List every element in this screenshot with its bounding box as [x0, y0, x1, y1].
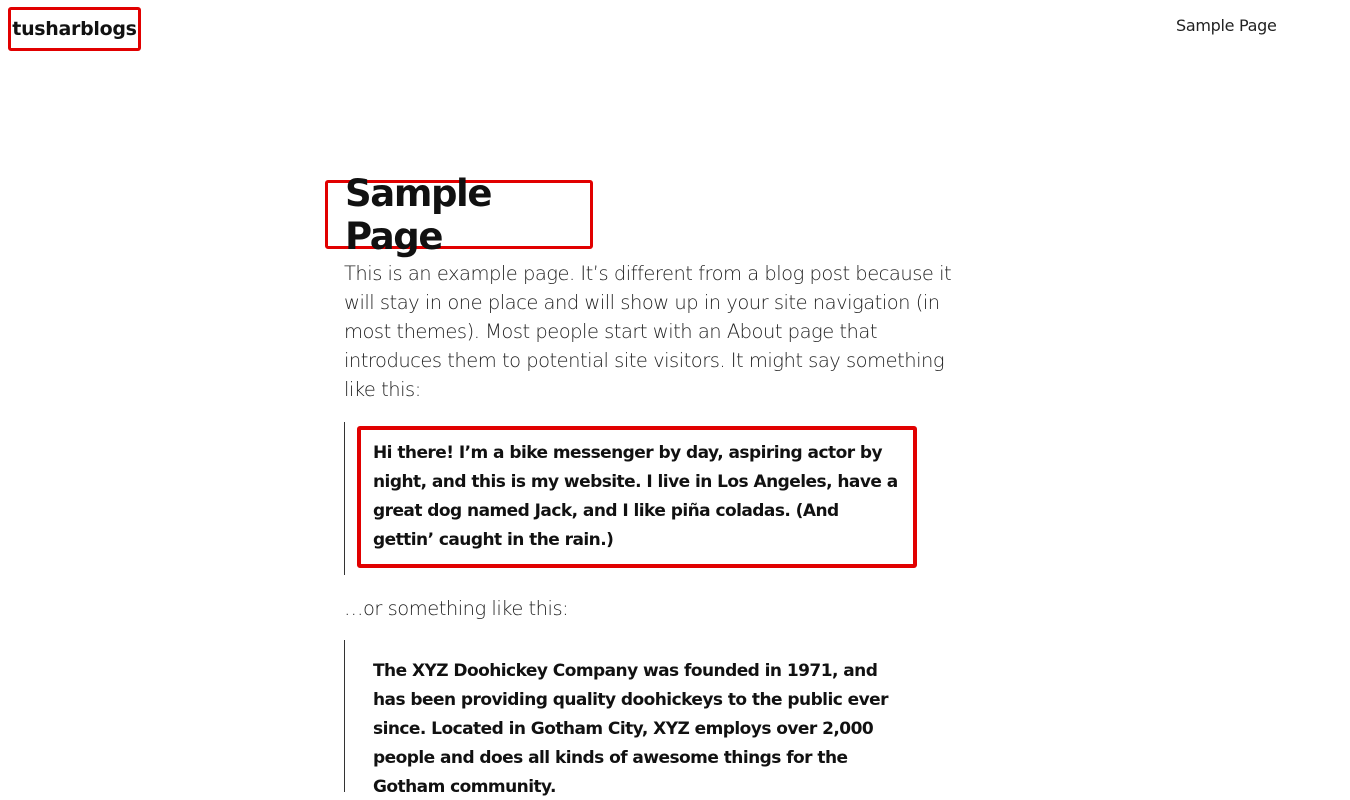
blockquote-text: Hi there! I’m a bike messenger by day, aspiring actor by night, and this is my website. I live in Los Angeles, have a great dog named Jack, and I like piña coladas. (And gettin’ caught in the rain.) — [373, 443, 898, 550]
nav-item-sample-page[interactable]: Sample Page — [1176, 16, 1277, 35]
page-title-highlight — [325, 171, 593, 258]
site-title-link[interactable]: tusharblogs — [8, 7, 141, 51]
blockquote-text: The XYZ Doohickey Company was founded in 1971, and has been providing quality doohickeys to the public ever since. Located in Gotham City, XYZ employs over 2,000 people and does all kinds of awesome things for the Gotham community. — [373, 661, 888, 797]
transition-paragraph: …or something like this: — [344, 597, 569, 620]
intro-paragraph: This is an example page. It’s different from a blog post because it will stay in one place and will show up in your site navigation (in most themes). Most people start with an About page that introduces them to potential site visitors. It might say something like this: — [344, 262, 952, 401]
blockquote-border — [344, 422, 345, 575]
page-title: Sample Page — [345, 171, 492, 258]
blockquote-border — [344, 640, 345, 792]
